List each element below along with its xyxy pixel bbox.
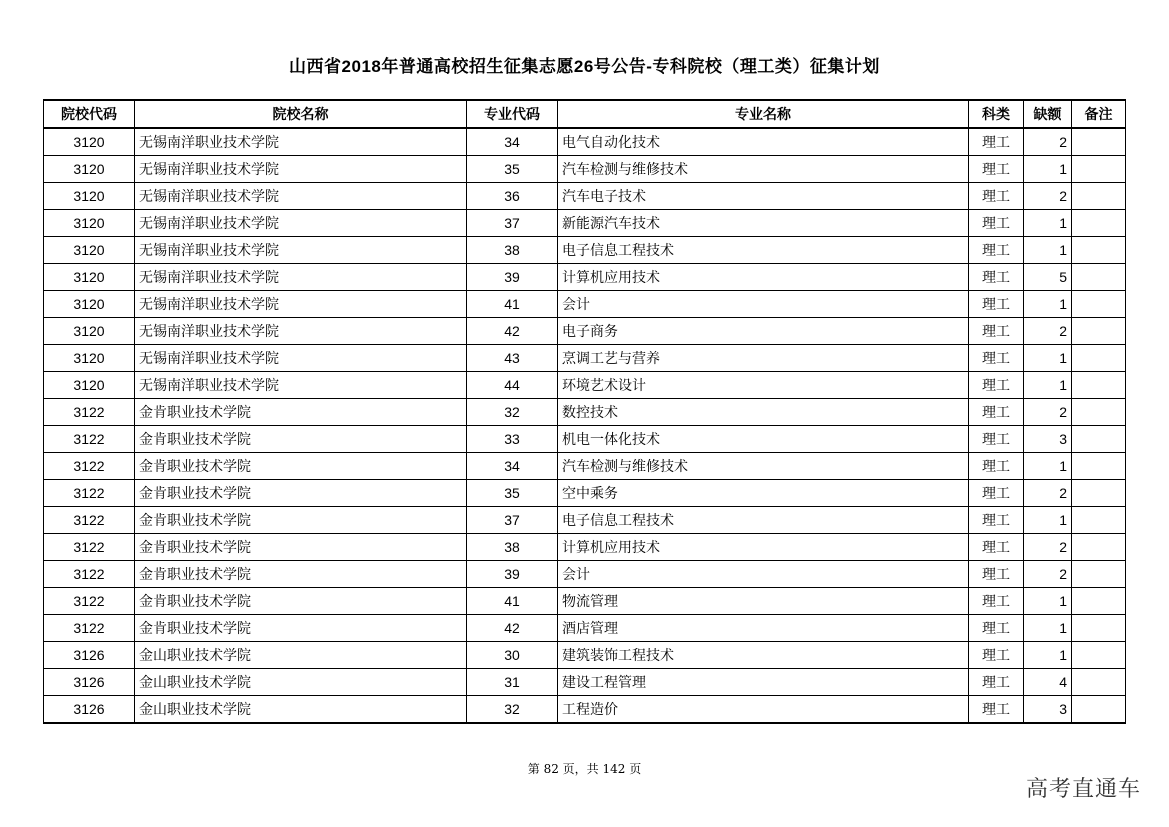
cell-vacancy: 2: [1024, 128, 1072, 156]
document-title: 山西省2018年普通高校招生征集志愿26号公告-专科院校（理工类）征集计划: [289, 57, 880, 76]
cell-category: 理工: [969, 399, 1024, 426]
table-header-row: [44, 100, 1126, 128]
cell-major-name: 机电一体化技术: [558, 426, 969, 453]
cell-major-code: 43: [467, 345, 558, 372]
cell-major-name: 新能源汽车技术: [558, 210, 969, 237]
cell-note: [1072, 642, 1126, 669]
cell-school-code: 3122: [44, 588, 135, 615]
cell-major-name: 会计: [558, 561, 969, 588]
cell-vacancy: 2: [1024, 183, 1072, 210]
cell-major-name: 电子信息工程技术: [558, 507, 969, 534]
cell-category: 理工: [969, 128, 1024, 156]
cell-vacancy: 1: [1024, 615, 1072, 642]
table-row: [44, 534, 1126, 561]
cell-major-code: 39: [467, 561, 558, 588]
cell-vacancy: 5: [1024, 264, 1072, 291]
cell-school-name: 金肯职业技术学院: [135, 534, 467, 561]
table-row: [44, 237, 1126, 264]
cell-major-name: 物流管理: [558, 588, 969, 615]
cell-major-name: 电气自动化技术: [558, 128, 969, 156]
header-vacancy: 缺额: [1024, 100, 1072, 128]
cell-school-code: 3126: [44, 696, 135, 724]
cell-school-code: 3120: [44, 128, 135, 156]
header-category: 科类: [969, 100, 1024, 128]
cell-school-name: 金肯职业技术学院: [135, 480, 467, 507]
cell-note: [1072, 318, 1126, 345]
cell-major-name: 汽车检测与维修技术: [558, 453, 969, 480]
cell-school-name: 无锡南洋职业技术学院: [135, 345, 467, 372]
table-row: [44, 318, 1126, 345]
cell-note: [1072, 507, 1126, 534]
cell-major-name: 建设工程管理: [558, 669, 969, 696]
cell-category: 理工: [969, 345, 1024, 372]
table-row: [44, 453, 1126, 480]
cell-school-code: 3120: [44, 237, 135, 264]
cell-note: [1072, 480, 1126, 507]
cell-category: 理工: [969, 480, 1024, 507]
cell-note: [1072, 210, 1126, 237]
cell-major-code: 41: [467, 291, 558, 318]
cell-school-code: 3122: [44, 534, 135, 561]
cell-school-code: 3122: [44, 453, 135, 480]
cell-major-code: 35: [467, 480, 558, 507]
cell-note: [1072, 561, 1126, 588]
cell-school-name: 无锡南洋职业技术学院: [135, 237, 467, 264]
cell-school-code: 3122: [44, 480, 135, 507]
table-row: [44, 128, 1126, 156]
cell-school-code: 3122: [44, 507, 135, 534]
table-row: [44, 156, 1126, 183]
cell-category: 理工: [969, 237, 1024, 264]
cell-major-code: 38: [467, 237, 558, 264]
watermark-logo: 高考直通车: [1025, 777, 1141, 802]
cell-vacancy: 1: [1024, 372, 1072, 399]
cell-school-name: 无锡南洋职业技术学院: [135, 128, 467, 156]
cell-note: [1072, 534, 1126, 561]
header-school-code: 院校代码: [44, 100, 135, 128]
cell-vacancy: 1: [1024, 210, 1072, 237]
cell-major-code: 42: [467, 615, 558, 642]
cell-major-code: 34: [467, 453, 558, 480]
cell-category: 理工: [969, 615, 1024, 642]
table-row: [44, 345, 1126, 372]
cell-major-code: 34: [467, 128, 558, 156]
table-row: [44, 372, 1126, 399]
cell-major-code: 36: [467, 183, 558, 210]
table-row: [44, 615, 1126, 642]
cell-major-code: 37: [467, 210, 558, 237]
cell-school-name: 金肯职业技术学院: [135, 561, 467, 588]
cell-school-name: 金山职业技术学院: [135, 669, 467, 696]
cell-category: 理工: [969, 507, 1024, 534]
cell-category: 理工: [969, 264, 1024, 291]
table-row: [44, 642, 1126, 669]
cell-major-name: 环境艺术设计: [558, 372, 969, 399]
cell-school-name: 无锡南洋职业技术学院: [135, 291, 467, 318]
cell-school-code: 3120: [44, 372, 135, 399]
cell-major-name: 汽车电子技术: [558, 183, 969, 210]
cell-school-name: 无锡南洋职业技术学院: [135, 264, 467, 291]
cell-vacancy: 1: [1024, 237, 1072, 264]
cell-major-code: 32: [467, 399, 558, 426]
cell-school-name: 金肯职业技术学院: [135, 615, 467, 642]
cell-major-name: 电子商务: [558, 318, 969, 345]
cell-note: [1072, 669, 1126, 696]
cell-school-code: 3120: [44, 210, 135, 237]
cell-vacancy: 1: [1024, 642, 1072, 669]
cell-school-code: 3120: [44, 318, 135, 345]
header-note: 备注: [1072, 100, 1126, 128]
cell-school-code: 3120: [44, 291, 135, 318]
header-major-code: 专业代码: [467, 100, 558, 128]
cell-note: [1072, 696, 1126, 724]
table-row: [44, 669, 1126, 696]
cell-note: [1072, 237, 1126, 264]
cell-category: 理工: [969, 426, 1024, 453]
cell-major-code: 44: [467, 372, 558, 399]
cell-vacancy: 1: [1024, 345, 1072, 372]
cell-school-name: 无锡南洋职业技术学院: [135, 318, 467, 345]
cell-category: 理工: [969, 156, 1024, 183]
cell-major-code: 37: [467, 507, 558, 534]
cell-note: [1072, 264, 1126, 291]
cell-school-code: 3120: [44, 264, 135, 291]
cell-major-name: 汽车检测与维修技术: [558, 156, 969, 183]
cell-major-name: 烹调工艺与营养: [558, 345, 969, 372]
cell-vacancy: 3: [1024, 696, 1072, 724]
cell-category: 理工: [969, 291, 1024, 318]
cell-vacancy: 3: [1024, 426, 1072, 453]
cell-major-name: 计算机应用技术: [558, 534, 969, 561]
cell-note: [1072, 453, 1126, 480]
cell-school-code: 3120: [44, 345, 135, 372]
cell-category: 理工: [969, 372, 1024, 399]
cell-category: 理工: [969, 183, 1024, 210]
cell-major-name: 计算机应用技术: [558, 264, 969, 291]
cell-major-name: 会计: [558, 291, 969, 318]
cell-major-code: 42: [467, 318, 558, 345]
cell-major-code: 39: [467, 264, 558, 291]
cell-note: [1072, 588, 1126, 615]
cell-vacancy: 1: [1024, 453, 1072, 480]
cell-note: [1072, 128, 1126, 156]
cell-major-code: 41: [467, 588, 558, 615]
cell-school-name: 金山职业技术学院: [135, 642, 467, 669]
cell-school-name: 金肯职业技术学院: [135, 588, 467, 615]
cell-note: [1072, 426, 1126, 453]
cell-major-name: 数控技术: [558, 399, 969, 426]
table-row: [44, 588, 1126, 615]
page-footer: 第 82 页，共 142 页: [527, 762, 642, 776]
cell-school-name: 金肯职业技术学院: [135, 426, 467, 453]
cell-school-name: 无锡南洋职业技术学院: [135, 156, 467, 183]
table-row: [44, 183, 1126, 210]
cell-note: [1072, 291, 1126, 318]
cell-major-name: 工程造价: [558, 696, 969, 724]
cell-school-name: 金肯职业技术学院: [135, 399, 467, 426]
cell-category: 理工: [969, 561, 1024, 588]
cell-school-code: 3122: [44, 615, 135, 642]
cell-vacancy: 2: [1024, 561, 1072, 588]
enrollment-plan-table: [43, 99, 1126, 724]
cell-vacancy: 1: [1024, 507, 1072, 534]
header-school-name: 院校名称: [135, 100, 467, 128]
cell-vacancy: 2: [1024, 318, 1072, 345]
table-row: [44, 291, 1126, 318]
table-row: [44, 426, 1126, 453]
cell-school-code: 3122: [44, 426, 135, 453]
cell-major-code: 31: [467, 669, 558, 696]
cell-vacancy: 2: [1024, 480, 1072, 507]
cell-vacancy: 1: [1024, 156, 1072, 183]
cell-major-name: 酒店管理: [558, 615, 969, 642]
cell-category: 理工: [969, 642, 1024, 669]
table-row: [44, 561, 1126, 588]
cell-category: 理工: [969, 453, 1024, 480]
table-row: [44, 507, 1126, 534]
table-row: [44, 399, 1126, 426]
cell-category: 理工: [969, 588, 1024, 615]
cell-school-code: 3120: [44, 183, 135, 210]
cell-category: 理工: [969, 696, 1024, 724]
cell-category: 理工: [969, 669, 1024, 696]
cell-major-name: 建筑装饰工程技术: [558, 642, 969, 669]
cell-vacancy: 2: [1024, 534, 1072, 561]
cell-category: 理工: [969, 318, 1024, 345]
cell-school-code: 3126: [44, 642, 135, 669]
cell-vacancy: 2: [1024, 399, 1072, 426]
table-row: [44, 264, 1126, 291]
cell-major-code: 33: [467, 426, 558, 453]
table-row: [44, 210, 1126, 237]
table-body: [44, 128, 1126, 723]
table-row: [44, 480, 1126, 507]
table-row: [44, 696, 1126, 724]
cell-note: [1072, 372, 1126, 399]
cell-school-name: 无锡南洋职业技术学院: [135, 183, 467, 210]
header-major-name: 专业名称: [558, 100, 969, 128]
cell-vacancy: 1: [1024, 291, 1072, 318]
cell-school-name: 无锡南洋职业技术学院: [135, 210, 467, 237]
cell-major-code: 35: [467, 156, 558, 183]
cell-major-code: 30: [467, 642, 558, 669]
cell-vacancy: 1: [1024, 588, 1072, 615]
cell-note: [1072, 399, 1126, 426]
cell-school-code: 3120: [44, 156, 135, 183]
cell-school-name: 金肯职业技术学院: [135, 453, 467, 480]
cell-note: [1072, 345, 1126, 372]
cell-school-name: 无锡南洋职业技术学院: [135, 372, 467, 399]
cell-major-name: 空中乘务: [558, 480, 969, 507]
cell-note: [1072, 156, 1126, 183]
cell-vacancy: 4: [1024, 669, 1072, 696]
cell-school-code: 3126: [44, 669, 135, 696]
cell-major-code: 38: [467, 534, 558, 561]
cell-note: [1072, 615, 1126, 642]
cell-school-code: 3122: [44, 399, 135, 426]
cell-category: 理工: [969, 210, 1024, 237]
cell-school-name: 金山职业技术学院: [135, 696, 467, 724]
cell-category: 理工: [969, 534, 1024, 561]
cell-school-code: 3122: [44, 561, 135, 588]
cell-school-name: 金肯职业技术学院: [135, 507, 467, 534]
cell-major-name: 电子信息工程技术: [558, 237, 969, 264]
cell-note: [1072, 183, 1126, 210]
cell-major-code: 32: [467, 696, 558, 724]
